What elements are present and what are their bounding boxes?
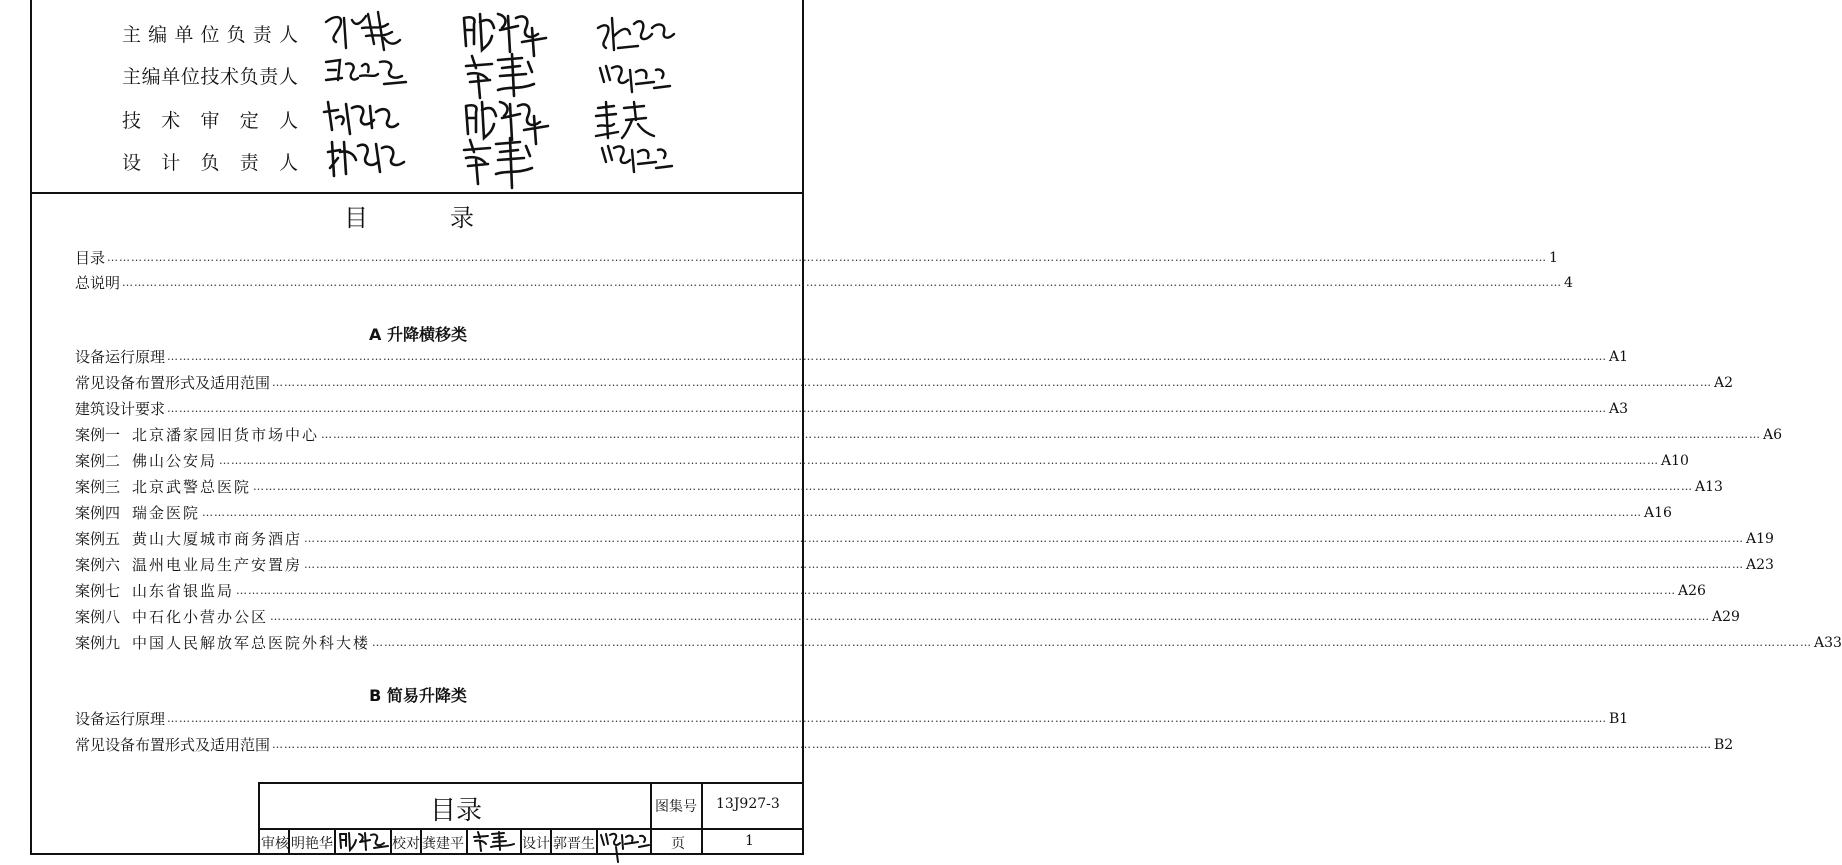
toc-entry-title: 总说明 <box>75 274 121 292</box>
toc-entry-title: 案例九 <box>75 634 121 652</box>
leader-dots: ……………………………………………………………………………………………………………………………………………………………………………………………………………………………………………………………………………………………………………………………… <box>253 480 1694 493</box>
toc-entry-name: 黄山大厦城市商务酒店 <box>132 530 303 548</box>
toc-entry-title: 建筑设计要求 <box>75 400 166 418</box>
toc-row-intro-general[interactable] <box>75 273 1573 293</box>
toc-entry-title: 设备运行原理 <box>75 348 166 366</box>
frame-left-border <box>30 0 32 855</box>
leader-dots: ……………………………………………………………………………………………………………………………………………………………………………………………………………………………………………………………………………………………………………………………… <box>304 558 1745 571</box>
leader-dots: ……………………………………………………………………………………………………………………………………………………………………………………………………………………………………………………………………………………………………………………………… <box>272 738 1713 751</box>
design-label: 设计 <box>522 836 550 852</box>
title-block-vline-4 <box>334 829 336 853</box>
toc-entry-title: 案例五 <box>75 530 121 548</box>
toc-row[interactable] <box>75 373 1734 393</box>
signature-jiang-peng <box>322 94 402 138</box>
toc-row[interactable] <box>75 477 1723 497</box>
atlas-number: 13J927-3 <box>716 796 780 812</box>
toc-page-number: 1 <box>1549 250 1558 266</box>
title-block-vline-9 <box>550 829 552 853</box>
toc-page-number: A33 <box>1814 635 1842 651</box>
signature-sun-ying <box>322 8 402 53</box>
toc-page-number: A26 <box>1678 583 1706 599</box>
toc-row[interactable] <box>75 735 1734 755</box>
title-block-vline-2 <box>701 782 703 853</box>
leader-dots: ……………………………………………………………………………………………………………………………………………………………………………………………………………………………………………………………………………………………………………………………… <box>272 376 1713 389</box>
signature-lin-bo <box>326 134 408 180</box>
toc-row[interactable] <box>75 425 1783 445</box>
leader-dots: ……………………………………………………………………………………………………………………………………………………………………………………………………………………………………………………………………………………………………………………………… <box>372 636 1813 649</box>
signature-zhan-jianping-2 <box>460 134 544 190</box>
signature-guo-jinsheng-1 <box>596 58 672 96</box>
toc-page-number: A13 <box>1695 479 1723 495</box>
leader-dots: ……………………………………………………………………………………………………………………………………………………………………………………………………………………………………………………………………………………………………………………………… <box>270 610 1711 623</box>
toc-entry-name: 山东省银监局 <box>132 582 235 600</box>
page-number: 1 <box>745 833 754 849</box>
leader-dots: ……………………………………………………………………………………………………………………………………………………………………………………………………………………………………………………………………………………………………………………………… <box>167 402 1608 415</box>
leader-dots: ……………………………………………………………………………………………………………………………………………………………………………………………………………………………………………………………………………………………………………………………… <box>122 276 1563 289</box>
toc-row[interactable] <box>75 529 1774 549</box>
toc-entry-title: 案例七 <box>75 582 121 600</box>
section-heading-b: B 简易升降类 <box>369 686 467 705</box>
leader-dots: ……………………………………………………………………………………………………………………………………………………………………………………………………………………………………………………………………………………………………………………………… <box>219 454 1660 467</box>
atlas-label: 图集号 <box>655 799 697 815</box>
signature-ma-yue <box>322 52 410 92</box>
toc-entry-title: 案例三 <box>75 478 121 496</box>
sig-label-chief-unit: 主 编 单 位 负 责 人 <box>122 24 298 46</box>
toc-row[interactable] <box>75 633 1842 653</box>
toc-page-number: B1 <box>1609 711 1629 727</box>
toc-row[interactable] <box>75 555 1774 575</box>
toc-entry-name: 北京潘家园旧货市场中心 <box>132 426 320 444</box>
toc-page-number: A6 <box>1763 427 1783 443</box>
signature-zhan-jianping-1 <box>462 50 546 100</box>
toc-page-number: A10 <box>1661 453 1689 469</box>
toc-entry-title: 案例八 <box>75 608 121 626</box>
leader-dots: ……………………………………………………………………………………………………………………………………………………………………………………………………………………………………………………………………………………………………………………………… <box>321 428 1762 441</box>
toc-row[interactable] <box>75 709 1629 729</box>
signature-zhang-ji <box>594 10 678 54</box>
toc-row[interactable] <box>75 503 1672 523</box>
toc-page-number: B2 <box>1714 737 1734 753</box>
signature-peng-dong <box>592 98 662 142</box>
toc-row[interactable] <box>75 399 1629 419</box>
toc-row[interactable] <box>75 607 1740 627</box>
toc-entry-title: 案例一 <box>75 426 121 444</box>
signature-divider <box>30 192 804 194</box>
designer-signature <box>598 829 650 863</box>
section-heading-a: A 升降横移类 <box>369 325 467 344</box>
toc-page-number: A1 <box>1609 349 1629 365</box>
toc-page-number: A19 <box>1746 531 1774 547</box>
checker-signature <box>472 830 518 852</box>
toc-page-number: A16 <box>1644 505 1672 521</box>
toc-entry-title: 设备运行原理 <box>75 710 166 728</box>
leader-dots: ……………………………………………………………………………………………………………………………………………………………………………………………………………………………………………………………………………………………………………………………… <box>167 350 1608 363</box>
toc-entry-name: 佛山公安局 <box>132 452 218 470</box>
toc-row[interactable] <box>75 581 1706 601</box>
toc-entry-name: 中石化小营办公区 <box>132 608 269 626</box>
toc-entry-name: 温州电业局生产安置房 <box>132 556 303 574</box>
leader-dots: ……………………………………………………………………………………………………………………………………………………………………………………………………………………………………………………………………………………………………………………………… <box>236 584 1677 597</box>
page-label: 页 <box>671 836 685 852</box>
toc-entry-title: 常见设备布置形式及适用范围 <box>75 736 271 754</box>
sig-label-design-lead: 设 计 负 责 人 <box>122 152 298 174</box>
reviewer-signature <box>338 830 390 852</box>
designer-name: 郭晋生 <box>553 836 595 852</box>
toc-entry-title: 目录 <box>75 249 106 267</box>
toc-page-number: A23 <box>1746 557 1774 573</box>
leader-dots: ……………………………………………………………………………………………………………………………………………………………………………………………………………………………………………………………………………………………………………………………… <box>304 532 1745 545</box>
reviewer-name: 明艳华 <box>291 836 333 852</box>
toc-entry-name: 瑞金医院 <box>132 504 201 522</box>
sig-label-chief-tech: 主 编 单 位 技 术 负 责 人 <box>122 66 298 88</box>
toc-row[interactable] <box>75 347 1629 367</box>
toc-entry-title: 常见设备布置形式及适用范围 <box>75 374 271 392</box>
leader-dots: ……………………………………………………………………………………………………………………………………………………………………………………………………………………………………………………………………………………………………………………………… <box>167 712 1608 725</box>
review-label: 审核 <box>261 836 289 852</box>
toc-page-number: A29 <box>1712 609 1740 625</box>
drawing-title: 目录 <box>430 796 483 826</box>
toc-title: 目 录 <box>344 204 474 232</box>
toc-row[interactable] <box>75 451 1689 471</box>
check-label: 校对 <box>392 836 420 852</box>
toc-page-number: A3 <box>1609 401 1629 417</box>
toc-row-intro-toc[interactable] <box>75 248 1558 268</box>
toc-entry-title: 案例四 <box>75 504 121 522</box>
sig-label-approver: 技 术 审 定 人 <box>122 110 298 132</box>
toc-page-number: A2 <box>1714 375 1734 391</box>
toc-entry-name: 北京武警总医院 <box>132 478 252 496</box>
signature-guo-jinsheng-2 <box>598 138 674 176</box>
toc-page-number: 4 <box>1564 275 1573 291</box>
title-block-vline-1 <box>650 782 652 853</box>
leader-dots: ……………………………………………………………………………………………………………………………………………………………………………………………………………………………………………………………………………………………………………………………… <box>107 251 1548 264</box>
leader-dots: ……………………………………………………………………………………………………………………………………………………………………………………………………………………………………………………………………………………………………………………………… <box>202 506 1643 519</box>
toc-entry-name: 中国人民解放军总医院外科大楼 <box>132 634 371 652</box>
toc-entry-title: 案例六 <box>75 556 121 574</box>
title-block-vline-7 <box>466 829 468 853</box>
toc-entry-title: 案例二 <box>75 452 121 470</box>
checker-name: 龚建平 <box>422 836 464 852</box>
